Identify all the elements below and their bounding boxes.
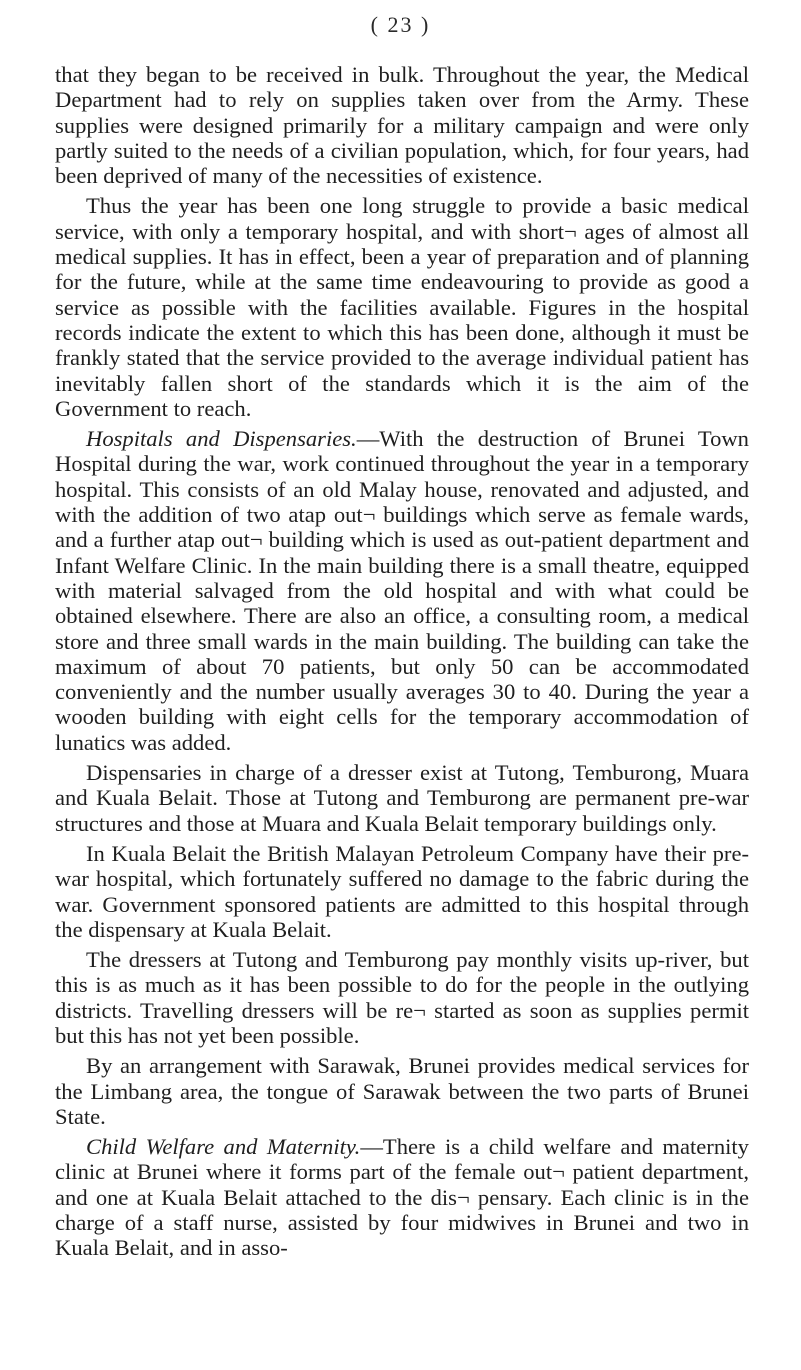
paragraph-struggle [55,193,749,421]
paragraph-supplies [55,62,749,188]
paragraph-text: —With the destruction of Brunei Town Hospital during the war, work continued throughout the year in a temporary hospital. This consists of an old Malay house, renovated and adjusted, and with the addition of two atap out¬ buildings which serve as female wards, and a further atap out¬ building which is used as out-patient department and Infant Welfare Clinic. In the main building there is a small theatre, equipped with material salvaged from the old hospital and with what could be obtained elsewhere. There are also an office, a consulting room, a medical store and three small wards in the main building. The building can take the maximum of about 70 patients, but only 50 can be accommodated conveniently and the number usually averages 30 to 40. During the year a wooden building with eight cells for the temporary accommodation of lunatics was added. [55,426,749,755]
paragraph-text: —There is a child welfare and maternity clinic at Brunei where it forms part of the female out¬ patient department, and one at Kuala Belait attached to the dis¬ pensary. Each clinic is in the charge of a staff nurse, assisted by four midwives in Brunei and two in Kuala Belait, and in asso- [55,1134,749,1261]
paragraph-text: Thus the year has been one long struggle to provide a basic medical service, with only a temporary hospital, and with short¬ ages of almost all medical supplies. It has in effect, been a year of preparation and of planning for the future, while at the same time endeavouring to provide as good a service as possible with the facilities available. Figures in the hospital records indicate the extent to which this has been done, although it must be frankly stated that the service provided to the average individual patient has inevitably fallen short of the standards which it is the aim of the Government to reach. [55,193,749,421]
paragraph-sarawak [55,1053,749,1129]
paragraph-text: By an arrangement with Sarawak, Brunei provides medical services for the Limbang area, the tongue of Sarawak between the two parts of Brunei State. [55,1053,749,1129]
paragraph-text: Dispensaries in charge of a dresser exist at Tutong, Temburong, Muara and Kuala Belait. Those at Tutong and Temburong are permanent pre-war structures and those at Muara and Kuala Belait temporary buildings only. [55,760,749,836]
paragraph-dressers [55,947,749,1048]
paragraph-text: that they began to be received in bulk. Throughout the year, the Medical Department had to rely on supplies taken over from the Army. These supplies were designed primarily for a military campaign and were only partly suited to the needs of a civilian population, which, for four years, had been deprived of many of the necessities of existence. [55,62,749,189]
body-text [55,62,749,1266]
paragraph-text: The dressers at Tutong and Temburong pay monthly visits up-river, but this is as much as it has been possible to do for the people in the outlying districts. Travelling dressers will be re¬ started as soon as supplies permit but this has not yet been possible. [55,947,749,1048]
paragraph-child-welfare [55,1134,749,1260]
paragraph-dispensaries [55,760,749,836]
paragraph-hospitals [55,426,749,755]
page-number: ( 23 ) [370,12,431,37]
section-heading-child-welfare: Child Welfare and Maternity. [86,1134,361,1160]
paragraph-kuala-belait [55,841,749,942]
section-heading-hospitals: Hospitals and Dispensaries. [86,426,357,452]
paragraph-text: In Kuala Belait the British Malayan Petroleum Company have their pre-war hospital, which fortunately suffered no damage to the fabric during the war. Government sponsored patients are admitted to this hospital through the dispensary at Kuala Belait. [55,840,749,942]
